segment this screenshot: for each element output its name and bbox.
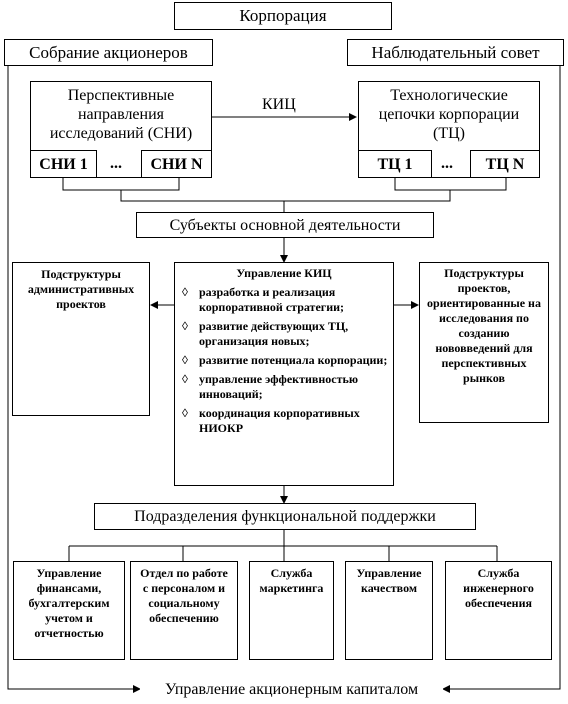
admin-projects-text: Подструктуры административных проектов	[27, 267, 135, 311]
diamond-bullet-icon: ◊	[182, 319, 188, 333]
tc-item-last: ТЦ N	[470, 150, 540, 178]
department-box	[345, 561, 433, 660]
department-text: Служба маркетинга	[259, 566, 324, 595]
diamond-bullet-icon: ◊	[182, 372, 188, 386]
kic-task-item: ◊ развитие потенциала корпорации;	[182, 353, 388, 367]
department-text: Управление качеством	[356, 566, 422, 595]
corporation-box: Корпорация	[174, 2, 392, 30]
department-box	[445, 561, 552, 660]
admin-projects-box	[12, 262, 150, 416]
supervisory-board-box: Наблюдательный совет	[347, 39, 564, 66]
equity-management-label: Управление акционерным капиталом	[140, 680, 443, 699]
subjects-box: Субъекты основной деятельности	[136, 212, 434, 238]
kic-label: КИЦ	[262, 96, 296, 113]
research-projects-text: Подструктуры проектов, ориентированные на исследования по созданию нововведений для перспективных рынков	[427, 266, 541, 385]
tc-ellipsis: ...	[441, 155, 453, 172]
kic-task-list	[179, 285, 389, 440]
sni-ellipsis: ...	[110, 155, 122, 172]
kic-task-item: ◊ координация корпоративных НИОКР	[182, 406, 360, 435]
tc-item-first: ТЦ 1	[358, 150, 432, 178]
support-box: Подразделения функциональной поддержки	[94, 503, 476, 530]
sni-item-first: СНИ 1	[30, 150, 97, 178]
kic-management-box	[174, 262, 394, 486]
research-projects-box	[419, 262, 549, 423]
kic-task-item: ◊ разработка и реализация корпоративной стратегии;	[182, 285, 345, 314]
department-text: Служба инженерного обеспечения	[463, 566, 534, 610]
kic-task-item: ◊ управление эффективностью инноваций;	[182, 372, 359, 401]
diamond-bullet-icon: ◊	[182, 406, 188, 420]
sni-title: Перспективные направления исследований (СНИ)	[49, 87, 193, 142]
kic-task-item: ◊ развитие действующих ТЦ, организация новых;	[182, 319, 349, 348]
department-text: Отдел по работе с персоналом и социальному обеспечению	[140, 566, 228, 625]
tc-title: Технологические цепочки корпорации (ТЦ)	[378, 87, 520, 142]
kic-management-title: Управление КИЦ	[236, 266, 332, 280]
diamond-bullet-icon: ◊	[182, 285, 188, 299]
department-box	[249, 561, 334, 660]
department-box	[130, 561, 238, 660]
diamond-bullet-icon: ◊	[182, 353, 188, 367]
department-box	[13, 561, 125, 660]
sni-item-last: СНИ N	[141, 150, 212, 178]
shareholders-meeting-box: Собрание акционеров	[4, 39, 213, 66]
department-text: Управление финансами, бухгалтерским учетом и отчетностью	[28, 566, 110, 640]
